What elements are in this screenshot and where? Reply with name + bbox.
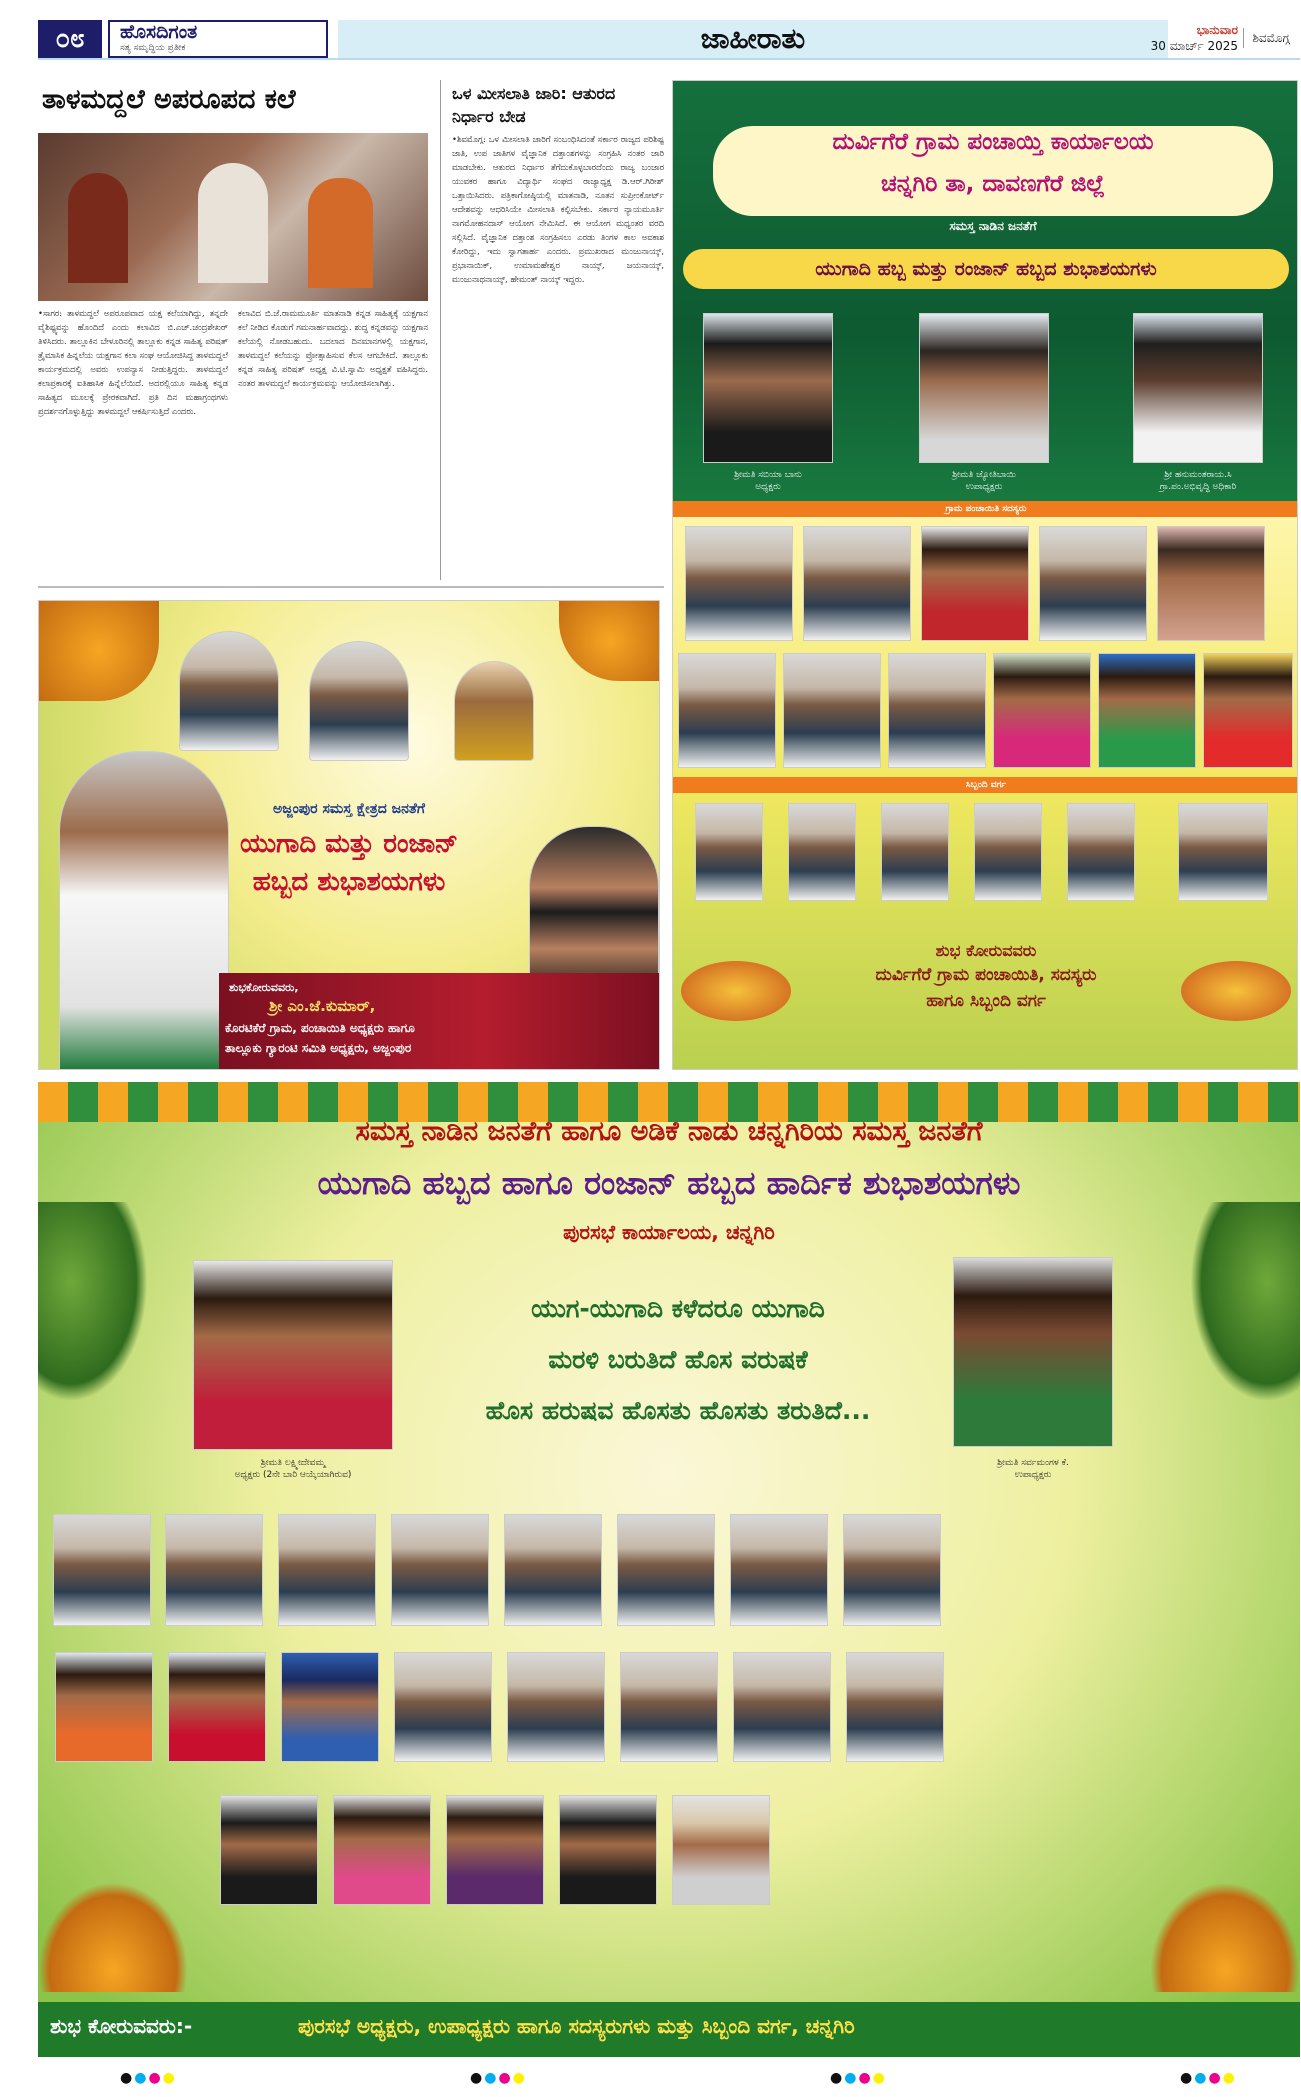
staff-photo <box>1067 803 1135 901</box>
member-photo <box>803 526 911 641</box>
print-registration-marks: ●●●● <box>120 2070 177 2086</box>
portrait-vice-president <box>919 313 1049 463</box>
ad-ajjampura <box>38 600 660 1070</box>
staff-photo <box>881 803 949 901</box>
ad-right-from3: ಹಾಗೂ ಸಿಬ್ಬಂದಿ ವರ್ಗ <box>926 991 1046 1011</box>
column-divider <box>440 80 441 580</box>
portrait-president <box>703 313 833 463</box>
staff-photo <box>695 803 763 901</box>
member-photo <box>278 1514 376 1626</box>
page-number: ೦೮ <box>38 20 102 58</box>
ad-bottom-line2: ಯುಗಾದಿ ಹಬ್ಬದ ಹಾಗೂ ರಂಜಾನ್ ಹಬ್ಬದ ಹಾರ್ದಿಕ ಶುಭಾಶಯಗಳು <box>317 1164 1021 1202</box>
member-photo <box>846 1652 944 1762</box>
portrait-leader-2 <box>309 641 409 761</box>
member-photo <box>394 1652 492 1762</box>
member-photo <box>783 653 881 768</box>
portrait-leader-3 <box>454 661 534 761</box>
member-photo <box>504 1514 602 1626</box>
member-photo <box>446 1795 544 1905</box>
member-photo <box>921 526 1029 641</box>
ad-channagiri <box>38 1082 1300 2057</box>
member-photo <box>843 1514 941 1626</box>
ad-left-line3: ಹಬ್ಬದ ಶುಭಾಶಯಗಳು <box>252 867 446 897</box>
ad-right-from1: ಶುಭ ಕೋರುವವರು <box>935 941 1037 960</box>
festive-plate-left <box>681 961 791 1021</box>
footer-text: ಪುರಸಭೆ ಅಧ್ಯಕ್ಷರು, ಉಪಾಧ್ಯಕ್ಷರು ಹಾಗೂ ಸದಸ್ಯರುಗಳು ಮತ್ತು ಸಿಬ್ಬಂದಿ ವರ್ಗ, ಚನ್ನಗಿರಿ <box>298 2014 855 2038</box>
member-photo <box>1098 653 1196 768</box>
ad-left-role2: ತಾಲ್ಲೂಕು ಗ್ಯಾರಂಟಿ ಸಮಿತಿ ಅಧ್ಯಕ್ಷರು, ಅಜ್ಜಂಪುರ <box>225 1041 412 1055</box>
ad-right-greet: ಯುಗಾದಿ ಹಬ್ಬ ಮತ್ತು ರಂಜಾನ್ ಹಬ್ಬದ ಶುಭಾಶಯಗಳು <box>683 249 1289 289</box>
ad-right-sub: ಸಮಸ್ತ ನಾಡಿನ ಜನತೆಗೆ <box>949 219 1037 233</box>
member-photo <box>617 1514 715 1626</box>
ad-left-line1: ಅಜ್ಜಂಪುರ ಸಮಸ್ತ ಕ್ಷೇತ್ರದ ಜನತೆಗೆ <box>272 801 425 817</box>
ad-durvigere <box>672 80 1298 1070</box>
edition-city: ಶಿವಮೊಗ್ಗ <box>1243 28 1298 48</box>
leaf-decor-right <box>1190 1202 1300 1402</box>
ad-right-title1: ದುರ್ವಿಗೆರೆ ಗ್ರಾಮ ಪಂಚಾಯ್ತಿ ಕಾರ್ಯಾಲಯ <box>832 129 1154 155</box>
print-registration-marks: ●●●● <box>1180 2070 1237 2086</box>
staff-photo <box>788 803 856 901</box>
section-title: ಜಾಹೀರಾತು <box>338 20 1168 58</box>
member-photo <box>53 1514 151 1626</box>
article1-headline: ತಾಳಮದ್ದಲೆ ಅಪರೂಪದ ಕಲೆ <box>42 84 296 115</box>
page-header <box>38 20 1300 60</box>
ad-right-title2: ಚನ್ನಗಿರಿ ತಾ, ದಾವಣಗೆರೆ ಜಿಲ್ಲೆ <box>881 171 1105 197</box>
caption-pdo: ಶ್ರೀ ಹನುಮಂತರಾಯ.ಸಿ ಗ್ರಾ.ಪಂ.ಅಭಿವೃದ್ಧಿ ಅಧಿಕಾರಿ <box>1159 470 1237 492</box>
staff-photo <box>974 803 1042 901</box>
print-registration-marks: ●●●● <box>830 2070 887 2086</box>
staff-band: ಸಿಬ್ಬಂದಿ ವರ್ಗ <box>673 777 1298 793</box>
ad-bottom-line1: ಸಮಸ್ತ ನಾಡಿನ ಜನತೆಗೆ ಹಾಗೂ ಅಡಿಕೆ ನಾಡು ಚನ್ನಗಿರಿಯ ಸಮಸ್ತ ಜನತೆಗೆ <box>355 1116 983 1147</box>
ad-right-from2: ದುರ್ವಿಗೆರೆ ಗ್ರಾಮ ಪಂಚಾಯಿತಿ, ಸದಸ್ಯರು <box>875 965 1097 985</box>
portrait-sarvamangala <box>953 1257 1113 1447</box>
member-photo <box>685 526 793 641</box>
ad-bottom-office: ಪುರಸಭೆ ಕಾರ್ಯಾಲಯ, ಚನ್ನಗಿರಿ <box>563 1220 775 1244</box>
member-photo <box>559 1795 657 1905</box>
members-band: ಗ್ರಾಮ ಪಂಚಾಯಿತಿ ಸದಸ್ಯರು <box>673 501 1298 517</box>
poem-line2: ಮರಳಿ ಬರುತಿದೆ ಹೊಸ ವರುಷಕೆ <box>548 1345 808 1374</box>
member-photo <box>391 1514 489 1626</box>
masthead-logo: ಹೊಸದಿಗಂತ ಸತ್ಯ ಸಮೃದ್ಧಿಯ ಪ್ರತೀಕ <box>108 20 328 58</box>
mango-pot-left <box>38 1882 188 1992</box>
member-photo <box>165 1514 263 1626</box>
member-photo <box>1157 526 1265 641</box>
article1-photo <box>38 133 428 301</box>
date-info: ಭಾನುವಾರ 30 ಮಾರ್ಚ್ 2025 <box>1150 23 1238 53</box>
festive-plate-right <box>1181 961 1291 1021</box>
member-photo <box>730 1514 828 1626</box>
member-photo <box>1203 653 1293 768</box>
mango-decor-right <box>559 601 660 681</box>
member-photo <box>507 1652 605 1762</box>
portrait-mj-kumar <box>59 751 229 1070</box>
member-photo <box>678 653 776 768</box>
portrait-leader-1 <box>179 631 279 751</box>
article2-body: •ಶಿವಮೊಗ್ಗ: ಒಳ ಮೀಸಲಾತಿ ಜಾರಿಗೆ ಸಂಬಂಧಿಸಿದಂತೆ ಸರ್ಕಾರ ರಾಜ್ಯದ ಪರಿಶಿಷ್ಟ ಜಾತಿ, ಉಪ ಜಾತಿಗಳ ವೈಜ್ಞಾನಿಕ ದತ್ತಾಂಶಗಳನ್ನು ಸಂಗ್ರಹಿಸಿ ನಂತರ ಜಾರಿ ಮಾಡಬೇಕು. ಆತುರದ ನಿರ್ಧಾರ ತೆಗೆದುಕೊಳ್ಳಬಾರದೆಂದು ರಾಜ್ಯ ಬಂಜಾರ ಯುವಕರ ಹಾಗೂ ವಿದ್ಯಾರ್ಥಿ ಸಂಘದ ರಾಜ್ಯಾಧ್ಯಕ್ಷ ಡಿ.ಆರ್.ಗಿರೀಶ್ ಒತ್ತಾಯಿಸಿದರು. ಪತ್ರಿಕಾಗೋಷ್ಠಿಯಲ್ಲಿ ಮಾತನಾಡಿ, ನೂತನ ಸುಪ್ರೀಂಕೋರ್ಟ್ ಆದೇಶವನ್ನು ಆಧರಿಸಿಯೇ ಮೀಸಲಾತಿ ಕಲ್ಪಿಸಬೇಕು. ಸರ್ಕಾರ ನ್ಯಾಯಮೂರ್ತಿ ನಾಗಮೋಹನದಾಸ್ ಆಯೋಗ ನೇಮಿಸಿದೆ. ಈ ಆಯೋಗ ಮಧ್ಯಂತರ ವರದಿ ಸಲ್ಲಿಸಿದೆ. ವೈಜ್ಞಾನಿಕ ದತ್ತಾಂಶ ಸಂಗ್ರಹಿಸಲು ಎರಡು ತಿಂಗಳ ಕಾಲ ಅವಕಾಶ ಕೋರಿದ್ದು, ಇದು ಸ್ವಾಗತಾರ್ಹ ಎಂದರು. ಪ್ರಮುಖರಾದ ಮಂಜುನಾಯ್ಕ್, ಪ್ರಭಾನಾಯಿಕ್, ಉಮಾಮಹೇಶ್ವರ ನಾಯ್ಕ್, ಜಯನಾಯ್ಕ್, ಮಂಜುನಾಥನಾಯ್ಕ್, ಹೇಮಂತ್ ನಾಯ್ಕ್ ಇದ್ದರು. <box>452 134 664 284</box>
member-photo <box>281 1652 379 1762</box>
article1-col2: ಕಲಾವಿದ ಬಿ.ಜೆ.ರಾಮಮೂರ್ತಿ ಮಾತನಾಡಿ ಕನ್ನಡ ಸಾಹಿತ್ಯಕ್ಕೆ ಯಕ್ಷಗಾನ ಕಲೆ ನೀಡಿದ ಕೊಡುಗೆ ಗಮನಾರ್ಹವಾದದ್ದು. ಶುದ್ಧ ಕನ್ನಡವನ್ನು ಯಕ್ಷಗಾನ ಕಲೆಯಲ್ಲಿ ನೋಡಬಹುದು. ಬದಲಾದ ದಿನಮಾನಗಳಲ್ಲಿ ಯಕ್ಷಗಾನ, ತಾಳಮದ್ದಲೆ ಕಲೆಯನ್ನು ಪ್ರೋತ್ಸಾಹಿಸುವ ಕೆಲಸ ಆಗಬೇಕಿದೆ. ತಾಲ್ಲೂಕು ಕನ್ನಡ ಸಾಹಿತ್ಯ ಪರಿಷತ್ ಅಧ್ಯಕ್ಷ ವಿ.ಟಿ.ಸ್ವಾಮಿ ಅಧ್ಯಕ್ಷತೆ ವಹಿಸಿದ್ದರು. ನಂತರ ತಾಳಮದ್ದಲೆ ಕಾರ್ಯಕ್ರಮವನ್ನು ಆಯೋಜಿಸಲಾಗಿತ್ತು. <box>238 308 428 388</box>
member-photo <box>1039 526 1147 641</box>
caption-lakshmidevamma: ಶ್ರೀಮತಿ ಲಕ್ಷ್ಮೀದೇವಮ್ಮ ಅಧ್ಯಕ್ಷರು (2ನೇ ಬಾರಿ ಆಯ್ಕೆಯಾಗಿರುವ) <box>234 1458 352 1480</box>
mango-pot-right <box>1150 1882 1300 1992</box>
member-photo <box>220 1795 318 1905</box>
member-photo <box>168 1652 266 1762</box>
member-photo <box>620 1652 718 1762</box>
print-registration-marks: ●●●● <box>470 2070 527 2086</box>
ad-left-name: ಶ್ರೀ ಎಂ.ಜೆ.ಕುಮಾರ್, <box>269 997 376 1015</box>
caption-president: ಶ್ರೀಮತಿ ಸಬಿಯಾ ಬಾನು ಅಧ್ಯಕ್ಷರು <box>734 470 802 492</box>
ad-left-role1: ಕೊರಟಿಕೆರೆ ಗ್ರಾಮ, ಪಂಚಾಯಿತಿ ಅಧ್ಯಕ್ಷರು ಹಾಗೂ <box>225 1021 415 1035</box>
member-photo <box>55 1652 153 1762</box>
member-photo <box>733 1652 831 1762</box>
footer-label: ಶುಭ ಕೋರುವವರು:- <box>50 2014 193 2038</box>
member-photo <box>333 1795 431 1905</box>
mango-decor <box>39 601 159 701</box>
caption-sarvamangala: ಶ್ರೀಮತಿ ಸರ್ವಮಂಗಳ ಕೆ. ಉಪಾಧ್ಯಕ್ಷರು <box>997 1458 1069 1480</box>
ad-left-from-label: ಶುಭಕೋರುವವರು, <box>229 981 299 994</box>
member-photo <box>888 653 986 768</box>
ad-left-line2: ಯುಗಾದಿ ಮತ್ತು ರಂಜಾನ್ <box>239 829 459 859</box>
portrait-pdo <box>1133 313 1263 463</box>
staff-photo <box>1178 803 1268 901</box>
poem-line1: ಯುಗ-ಯುಗಾದಿ ಕಳೆದರೂ ಯುಗಾದಿ <box>531 1294 825 1323</box>
portrait-lakshmidevamma <box>193 1260 393 1450</box>
member-photo <box>672 1795 770 1905</box>
caption-vice-president: ಶ್ರೀಮತಿ ಜ್ಯೋತಿಬಾಯಿ ಉಪಾಧ್ಯಕ್ಷರು <box>952 470 1016 492</box>
leaf-decor-left <box>38 1202 148 1402</box>
article-bottom-rule <box>38 586 664 588</box>
article2-headline: ಒಳ ಮೀಸಲಾತಿ ಜಾರಿ: ಆತುರದ ನಿರ್ಧಾರ ಬೇಡ <box>452 84 616 126</box>
poem-line3: ಹೊಸ ಹರುಷವ ಹೊಸತು ಹೊಸತು ತರುತಿದೆ... <box>485 1396 871 1425</box>
article1-col1: •ಸಾಗರ: ತಾಳಮದ್ದಲೆ ಅಪರೂಪವಾದ ಯಕ್ಷ ಕಲೆಯಾಗಿದ್ದು, ತನ್ನದೇ ವೈಶಿಷ್ಟ್ಯವನ್ನು ಹೊಂದಿದೆ ಎಂದು ಕಲಾವಿದ ಬಿ.ಎಚ್.ಚಂದ್ರಶೇಖರ್ ತಿಳಿಸಿದರು. ತಾಲ್ಲೂಕಿನ ಬೇಳೂರಿನಲ್ಲಿ ತಾಲ್ಲೂಕು ಕನ್ನಡ ಸಾಹಿತ್ಯ ಪರಿಷತ್ ತ್ರೈಮಾಸಿಕ ಹಿನ್ನಲೆಯ ಯಕ್ಷಗಾನ ಕಲಾ ಸಂಘ ಆಯೋಜಿಸಿದ್ದ ತಾಳಮದ್ದಲೆ ಕಾರ್ಯಕ್ರಮದಲ್ಲಿ ಅವರು ಉಪನ್ಯಾಸ ನೀಡುತ್ತಿದ್ದರು. ತಾಳಮದ್ದಲೆ ಕಲಾಪ್ರಕಾರಕ್ಕೆ ಐತಿಹಾಸಿಕ ಹಿನ್ನೆಲೆಯಿದೆ. ಅದರಲ್ಲಿಯೂ ಸಾಹಿತ್ಯ ಕನ್ನಡ ಸಾಹಿತ್ಯದ ಮೂಲಕ್ಕೆ ಪ್ರೇರಕವಾಗಿದೆ. ಪ್ರತಿ ದಿನ ಮಹಾಗ್ರಂಥಗಳು ಪ್ರದರ್ಶನಗೊಳ್ಳುತ್ತಿದ್ದು ತಾಳಮದ್ದಲೆ ಆಕರ್ಷಿಸುತ್ತಿದೆ ಎಂದರು. <box>38 308 228 416</box>
member-photo <box>993 653 1091 768</box>
